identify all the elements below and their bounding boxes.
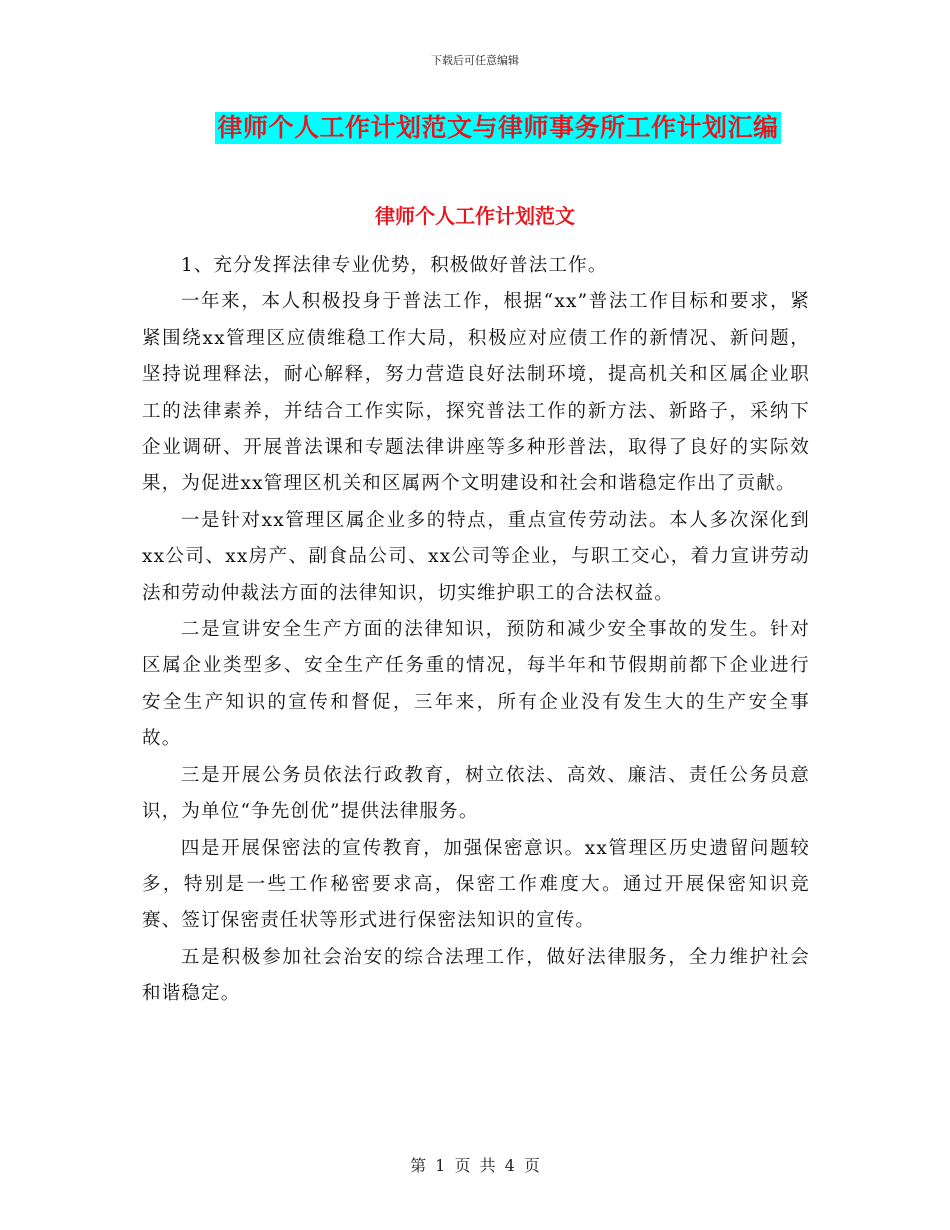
page-header-note: 下载后可任意编辑 xyxy=(431,54,519,67)
page-number-footer: 第 1 页 共 4 页 xyxy=(410,1156,540,1175)
body-paragraph: 三是开展公务员依法行政教育，树立依法、高效、廉洁、责任公务员意识，为单位“争先创优”提供法律服务。 xyxy=(142,764,810,823)
body-paragraph: 二是宣讲安全生产方面的法律知识，预防和减少安全事故的发生。针对区属企业类型多、安全生产任务重的情况，每半年和节假期前都下企业进行安全生产知识的宣传和督促，三年来，所有企业没有发生大的生产安全事故。 xyxy=(142,619,810,750)
body-paragraph: 一是针对xx管理区属企业多的特点，重点宣传劳动法。本人多次深化到xx公司、xx房产、副食品公司、xx公司等企业，与职工交心，着力宣讲劳动法和劳动仲裁法方面的法律知识，切实维护职工的合法权益。 xyxy=(142,509,810,604)
document-title-container xyxy=(0,112,950,144)
document-title: 律师个人工作计划范文与律师事务所工作计划汇编 xyxy=(217,113,779,142)
body-paragraph: 四是开展保密法的宣传教育，加强保密意识。xx管理区历史遗留问题较多，特别是一些工作秘密要求高，保密工作难度大。通过开展保密知识竞赛、签订保密责任状等形式进行保密法知识的宣传。 xyxy=(142,837,810,932)
body-paragraph: 一年来，本人积极投身于普法工作，根据“xx”普法工作目标和要求，紧紧围绕xx管理区应债维稳工作大局，积极应对应债工作的新情况、新问题，坚持说理释法，耐心解释，努力营造良好法制环境，提高机关和区属企业职工的法律素养，并结合工作实际，探究普法工作的新方法、新路子，采纳下企业调研、开展普法课和专题法律讲座等多种形普法，取得了良好的实际效果，为促进xx管理区机关和区属两个文明建设和社会和谐稳定作出了贡献。 xyxy=(142,291,810,495)
body-paragraph: 五是积极参加社会治安的综合法理工作，做好法律服务，全力维护社会和谐稳定。 xyxy=(142,946,810,1005)
body-paragraph: 1、充分发挥法律专业优势，积极做好普法工作。 xyxy=(180,255,608,276)
section-title: 律师个人工作计划范文 xyxy=(375,204,575,228)
document-body xyxy=(142,248,810,1013)
